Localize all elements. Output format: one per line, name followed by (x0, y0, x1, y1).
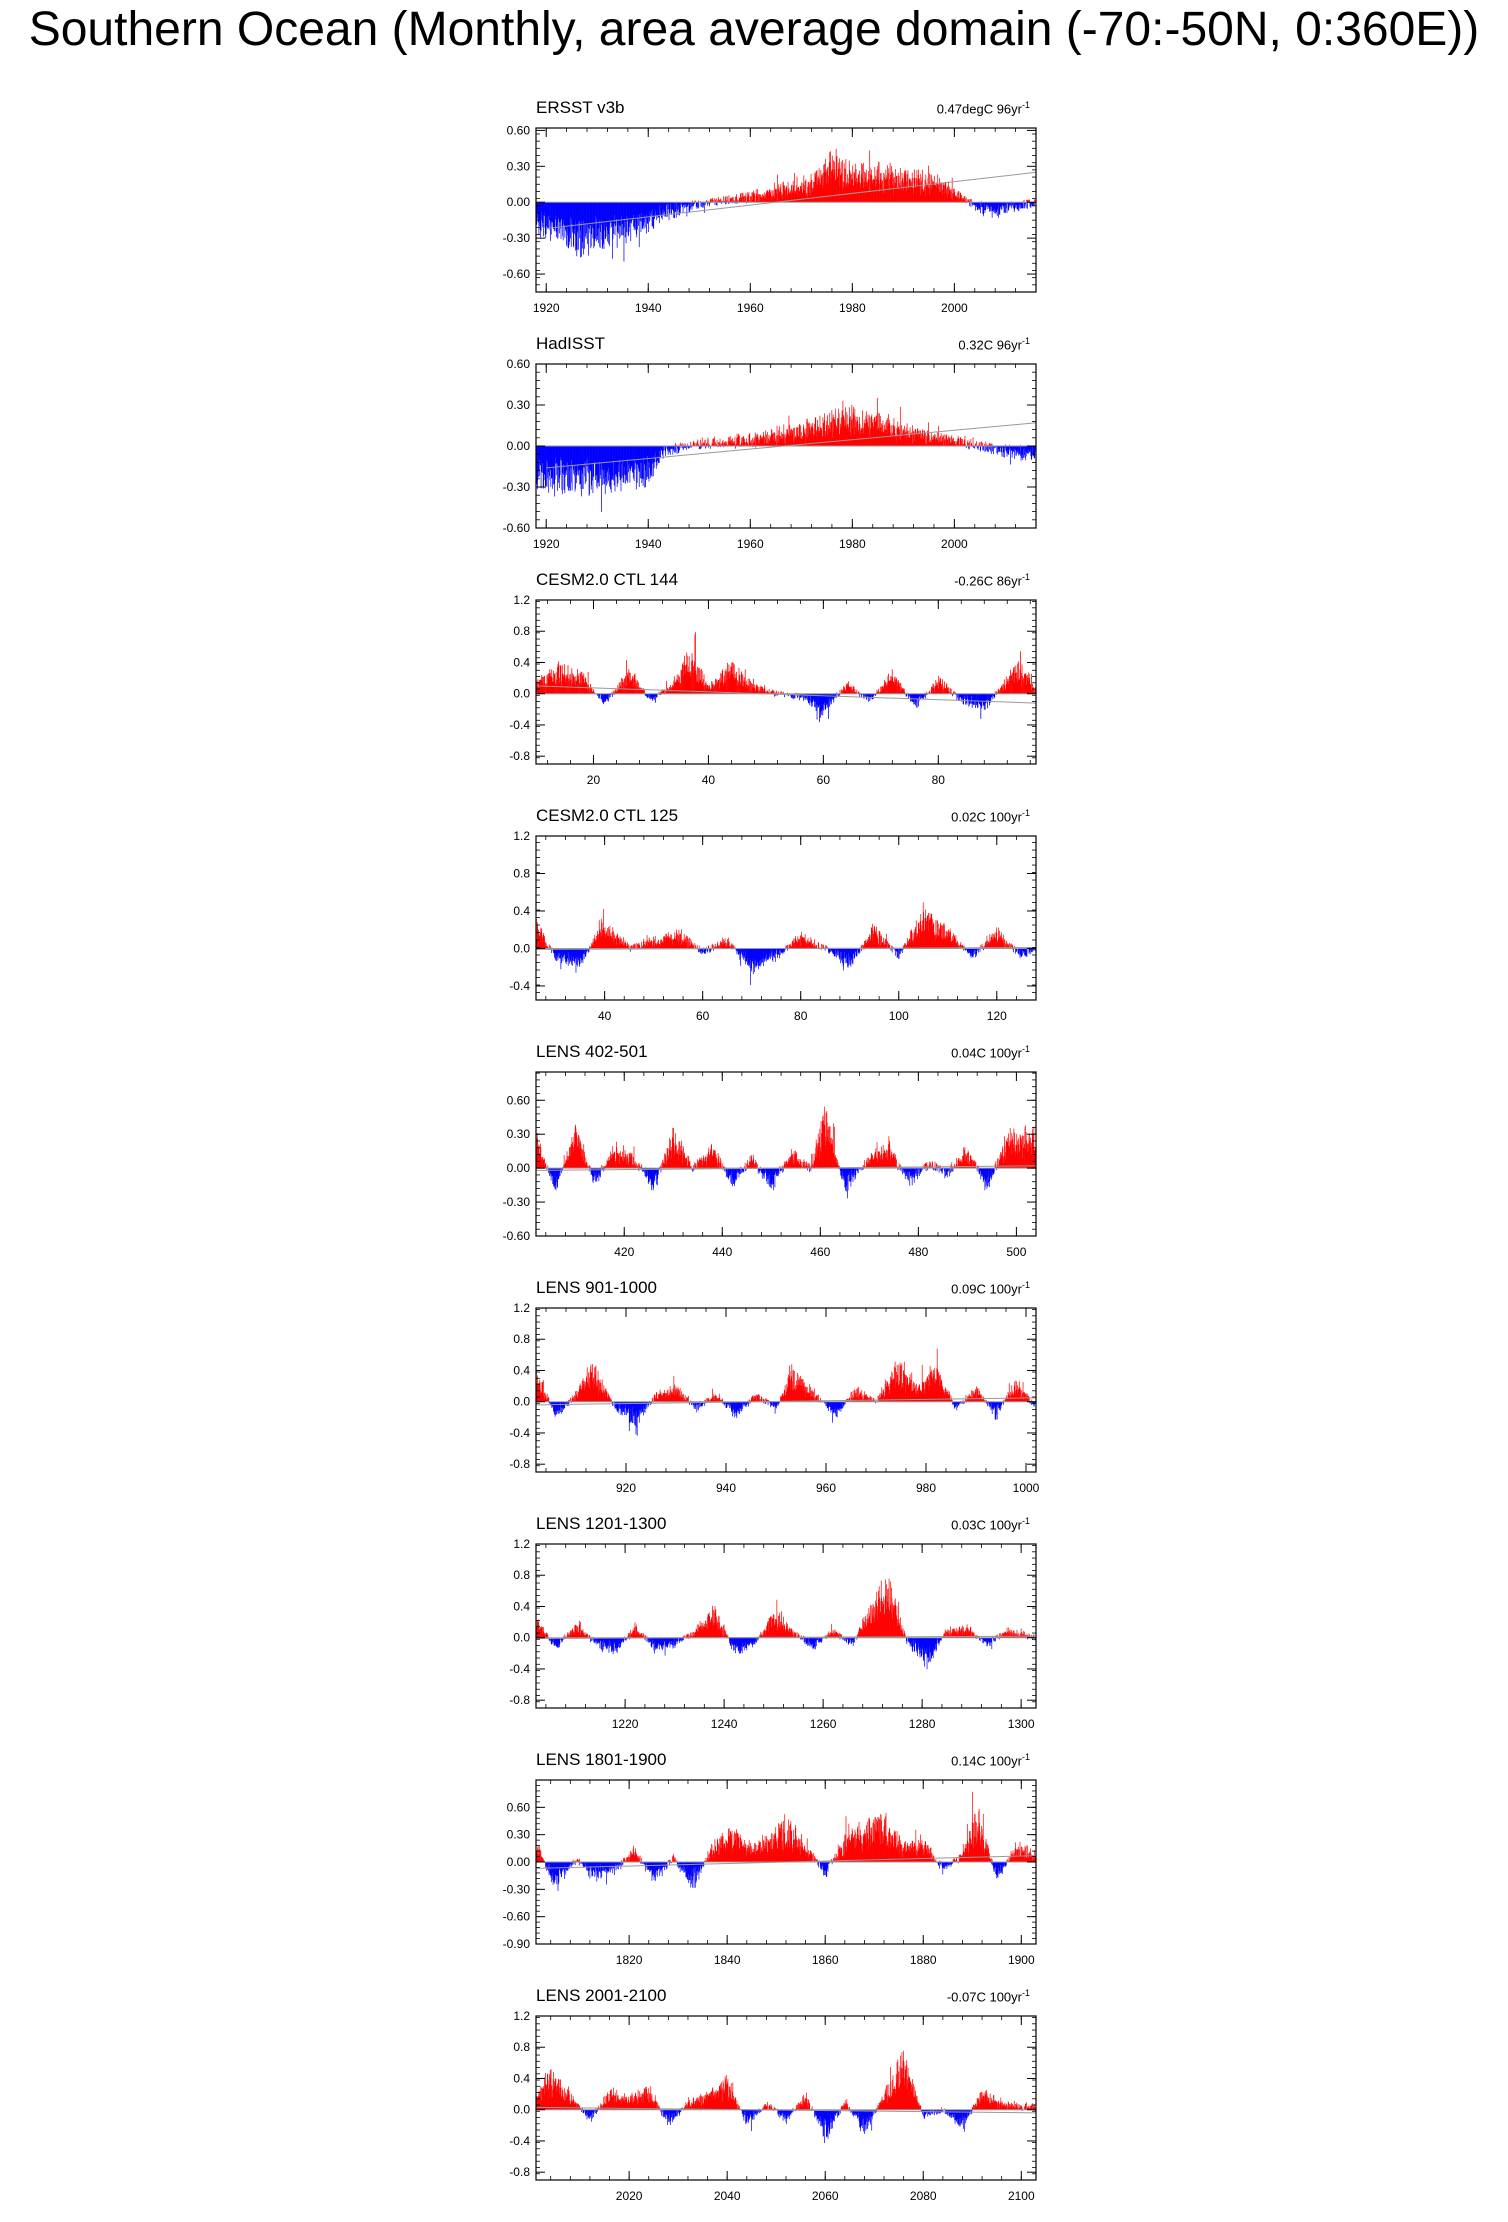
anomaly-bar (994, 694, 995, 697)
y-tick-label: 0.60 (507, 123, 531, 137)
y-tick-label: 0.4 (513, 655, 530, 669)
anomaly-bar (727, 196, 728, 202)
anomaly-bar (1023, 202, 1024, 208)
anomaly-bar (777, 426, 778, 446)
chart-panel (500, 806, 1060, 1042)
x-tick-label: 1940 (635, 537, 662, 551)
x-tick-label: 2000 (941, 537, 968, 551)
anomaly-bar (735, 437, 736, 446)
x-tick-label: 1920 (533, 301, 560, 315)
trend-unit-exponent: -1 (1022, 572, 1030, 582)
anomaly-bar (698, 202, 699, 207)
trend-unit-exponent: -1 (1022, 336, 1030, 346)
trend-value: -0.26C 86yr (954, 573, 1022, 588)
anomaly-bar (988, 446, 989, 452)
anomaly-bar (718, 197, 719, 202)
anomaly-bar (755, 433, 756, 446)
anomaly-bar (969, 446, 970, 449)
y-tick-label: 0.00 (507, 195, 531, 209)
anomaly-bar (980, 446, 981, 452)
x-tick-label: 80 (932, 773, 946, 787)
anomaly-bar (980, 948, 981, 952)
anomaly-bar (608, 694, 609, 702)
chart-svg (500, 334, 1060, 570)
anomaly-bar (996, 446, 997, 453)
chart-panel (500, 570, 1060, 806)
panel-title: HadISST (536, 334, 605, 354)
anomaly-bar (688, 939, 689, 949)
anomaly-bar (856, 690, 857, 694)
anomaly-bar (683, 446, 684, 450)
anomaly-bar (1026, 202, 1027, 208)
chart-svg (500, 98, 1060, 334)
anomaly-bar (751, 196, 752, 202)
anomaly-bar (969, 202, 970, 206)
anomaly-bar (725, 441, 726, 446)
x-tick-label: 1920 (533, 537, 560, 551)
anomaly-bar (670, 202, 671, 213)
anomaly-bar (675, 446, 676, 453)
anomaly-bar (987, 446, 988, 451)
anomaly-bar (698, 440, 699, 446)
anomaly-bar (732, 198, 733, 202)
anomaly-bar (1006, 202, 1007, 208)
anomaly-bar (704, 202, 705, 213)
x-tick-label: 20 (587, 773, 601, 787)
anomaly-bar (985, 446, 986, 451)
bar-series (536, 902, 1036, 985)
anomaly-bar (976, 948, 977, 956)
y-tick-label: 0.30 (507, 159, 531, 173)
anomaly-bar (716, 199, 717, 203)
anomaly-bar (728, 437, 729, 446)
anomaly-bar (678, 446, 679, 453)
anomaly-bar (840, 690, 841, 694)
figure-title: Southern Ocean (Monthly, area average domain (-70:-50N, 0:360E)) (0, 2, 1508, 57)
anomaly-bar (973, 437, 974, 446)
y-tick-label: 0.00 (507, 439, 531, 453)
trend-value: 0.32C 96yr (958, 337, 1022, 352)
anomaly-bar (785, 438, 786, 446)
chart-svg (500, 570, 1060, 806)
anomaly-bar (1011, 202, 1012, 208)
anomaly-bar (687, 936, 688, 948)
anomaly-bar (715, 944, 716, 949)
anomaly-bar (958, 191, 959, 202)
anomaly-bar (726, 196, 727, 202)
anomaly-bar (711, 199, 712, 202)
bar-series (536, 149, 1036, 262)
anomaly-bar (898, 948, 899, 957)
anomaly-bar (610, 694, 611, 697)
anomaly-bar (663, 446, 664, 451)
anomaly-bar (750, 197, 751, 203)
anomaly-bar (1023, 446, 1024, 458)
anomaly-bar (635, 944, 636, 949)
anomaly-bar (769, 689, 770, 693)
anomaly-bar (794, 938, 795, 948)
y-tick-label: 0.8 (513, 624, 530, 638)
chart-panel (500, 98, 1060, 334)
anomaly-bar (979, 202, 980, 209)
anomaly-bar (993, 446, 994, 454)
anomaly-bar (752, 438, 753, 446)
anomaly-bar (644, 690, 645, 694)
anomaly-bar (991, 446, 992, 454)
panel-title: CESM2.0 CTL 125 (536, 806, 678, 826)
anomaly-bar (758, 687, 759, 694)
anomaly-bar (945, 439, 946, 446)
anomaly-bar (1032, 446, 1033, 456)
trend-unit-exponent: -1 (1022, 808, 1030, 818)
anomaly-bar (1002, 446, 1003, 457)
anomaly-bar (697, 945, 698, 949)
anomaly-bar (674, 202, 675, 218)
anomaly-bar (775, 948, 776, 953)
x-tick-label: 2000 (941, 301, 968, 315)
anomaly-bar (689, 202, 690, 212)
anomaly-bar (707, 202, 708, 205)
y-tick-label: 0.60 (507, 357, 531, 371)
anomaly-bar (720, 439, 721, 446)
anomaly-bar (981, 442, 982, 446)
anomaly-bar (677, 446, 678, 454)
anomaly-bar (957, 694, 958, 698)
anomaly-bar (981, 202, 982, 207)
anomaly-bar (729, 195, 730, 202)
anomaly-bar (978, 948, 979, 952)
y-tick-label: -0.8 (509, 749, 530, 763)
anomaly-bar (735, 197, 736, 203)
anomaly-bar (680, 443, 681, 446)
anomaly-bar (999, 446, 1000, 452)
bar-series (536, 632, 1036, 722)
anomaly-bar (1013, 948, 1014, 952)
anomaly-bar (732, 945, 733, 949)
chart-panel (500, 334, 1060, 570)
anomaly-bar (966, 198, 967, 203)
anomaly-bar (676, 202, 677, 217)
anomaly-bar (777, 174, 778, 202)
anomaly-bar (714, 198, 715, 202)
anomaly-bar (961, 439, 962, 446)
anomaly-bar (736, 194, 737, 202)
anomaly-bar (976, 441, 977, 446)
plot-frame (536, 600, 1036, 764)
anomaly-bar (714, 437, 715, 447)
y-tick-label: 1.2 (513, 593, 530, 607)
trend-value: 0.47degC 96yr (937, 101, 1022, 116)
anomaly-bar (717, 202, 718, 205)
anomaly-bar (971, 202, 972, 207)
y-tick-label: -0.30 (503, 231, 531, 245)
anomaly-bar (968, 440, 969, 446)
anomaly-bar (717, 440, 718, 446)
anomaly-bar (713, 945, 714, 949)
y-tick-label: -0.4 (509, 718, 530, 732)
anomaly-bar (686, 446, 687, 450)
anomaly-bar (1010, 446, 1011, 465)
anomaly-bar (1027, 202, 1028, 209)
anomaly-bar (744, 439, 745, 446)
anomaly-bar (948, 687, 949, 693)
anomaly-bar (693, 945, 694, 949)
anomaly-bar (983, 446, 984, 451)
anomaly-bar (892, 948, 893, 952)
anomaly-bar (703, 202, 704, 206)
anomaly-bar (723, 196, 724, 202)
anomaly-bar (680, 202, 681, 213)
panel-title: ERSST v3b (536, 98, 625, 118)
x-tick-label: 1960 (737, 537, 764, 551)
anomaly-bar (942, 436, 943, 446)
anomaly-bar (698, 202, 699, 208)
x-tick-label: 60 (817, 773, 831, 787)
anomaly-bar (950, 688, 951, 694)
anomaly-bar (725, 197, 726, 202)
y-tick-label: -0.30 (503, 480, 531, 494)
anomaly-bar (692, 202, 693, 210)
anomaly-bar (1003, 935, 1004, 949)
anomaly-bar (758, 194, 759, 202)
x-tick-label: 1960 (737, 301, 764, 315)
y-tick-label: 0.0 (513, 687, 530, 701)
trend-unit-exponent: -1 (1022, 100, 1030, 110)
anomaly-bar (675, 446, 676, 451)
x-tick-label: 1980 (839, 301, 866, 315)
anomaly-bar (695, 943, 696, 948)
anomaly-bar (979, 442, 980, 446)
anomaly-bar (705, 440, 706, 446)
y-tick-label: -0.60 (503, 267, 531, 281)
anomaly-bar (886, 941, 887, 949)
anomaly-bar (665, 446, 666, 456)
x-tick-label: 1980 (839, 537, 866, 551)
anomaly-bar (708, 438, 709, 446)
anomaly-bar (720, 941, 721, 948)
anomaly-bar (742, 193, 743, 202)
anomaly-bar (700, 440, 701, 446)
anomaly-bar (636, 943, 637, 948)
anomaly-bar (740, 948, 741, 965)
panel-title: CESM2.0 CTL 144 (536, 570, 678, 590)
anomaly-bar (1019, 446, 1020, 455)
y-tick-label: -0.60 (503, 521, 531, 535)
anomaly-bar (902, 948, 903, 953)
anomaly-bar (738, 434, 739, 446)
anomaly-bar (969, 441, 970, 446)
x-tick-label: 40 (702, 773, 716, 787)
anomaly-bar (989, 446, 990, 450)
anomaly-bar (746, 193, 747, 202)
anomaly-bar (990, 446, 991, 451)
anomaly-bar (718, 442, 719, 446)
anomaly-bar (549, 945, 550, 949)
anomaly-bar (860, 948, 861, 952)
y-tick-label: 0.30 (507, 398, 531, 412)
anomaly-bar (962, 439, 963, 446)
anomaly-bar (951, 689, 952, 694)
trend-value: 0.02C 100yr (951, 809, 1022, 824)
anomaly-bar (679, 446, 680, 450)
anomaly-bar (739, 436, 740, 446)
x-tick-label: 1940 (635, 301, 662, 315)
anomaly-bar (750, 443, 751, 446)
bar-series (536, 398, 1036, 512)
anomaly-bar (702, 437, 703, 446)
anomaly-bar (788, 945, 789, 949)
anomaly-bar (1013, 202, 1014, 208)
chart-svg (500, 806, 1060, 1042)
anomaly-bar (755, 196, 756, 202)
